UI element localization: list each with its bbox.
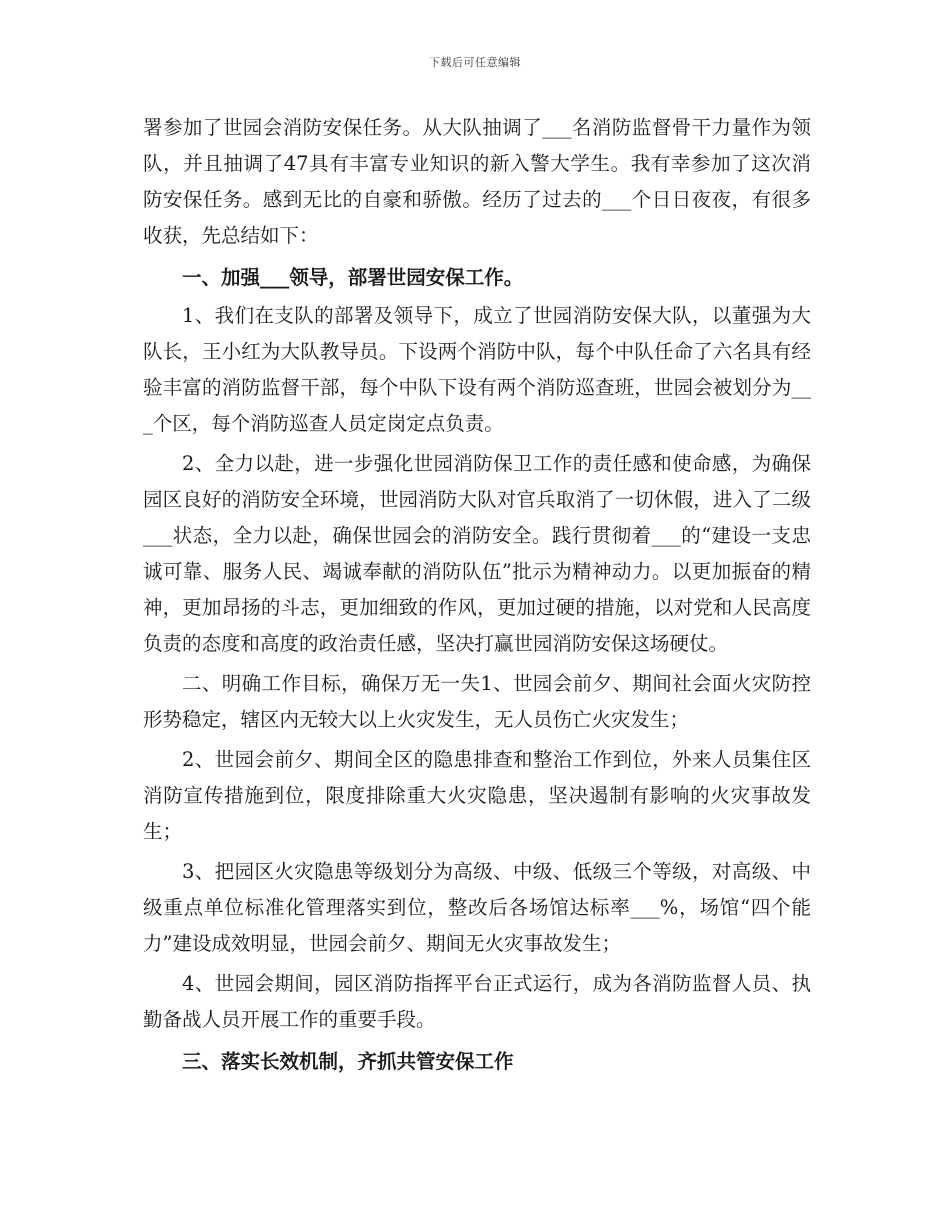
paragraph-2-4: 4、世园会期间，园区消防指挥平台正式运行，成为各消防监督人员、执勤备战人员开展工作的重要手段。 (143, 972, 811, 1031)
paragraph-1-1: 1、我们在支队的部署及领导下，成立了世园消防安保大队，以董强为大队长，王小红为大队教导员。下设两个消防中队，每个中队任命了六名具有经验丰富的消防监督干部，每个中队下设有两个消防巡查班，世园会被划分为___个区，每个消防巡查人员定岗定点负责。 (143, 304, 811, 435)
section-heading-3: 三、落实长效机制，齐抓共管安保工作 (182, 1050, 514, 1073)
document-body (143, 110, 811, 1082)
paragraph-2-3: 3、把园区火灾隐患等级划分为高级、中级、低级三个等级，对高级、中级重点单位标准化管理落实到位，整改后各场馆达标率___%，场馆“四个能力”建设成效明显，世园会前夕、期间无火灾事故发生； (143, 860, 811, 955)
paragraph-1-2: 2、全力以赴，进一步强化世园消防保卫工作的责任感和使命感，为确保园区良好的消防安全环境，世园消防大队对官兵取消了一切休假，进入了二级___状态，全力以赴，确保世园会的消防安全。践行贯彻着___的“建设一支忠诚可靠、服务人民、竭诚奉献的消防队伍”批示为精神动力。以更加振奋的精神，更加昂扬的斗志，更加细致的作风，更加过硬的措施，以对党和人民高度负责的态度和高度的政治责任感，坚决打赢世园消防安保这场硬仗。 (143, 452, 811, 655)
section-heading-1: 一、加强___领导，部署世园安保工作。 (182, 266, 524, 289)
paragraph-2-2: 2、世园会前夕、期间全区的隐患排查和整治工作到位，外来人员集住区消防宣传措施到位，限度排除重大火灾隐患，坚决遏制有影响的火灾事故发生； (143, 748, 811, 843)
page-header: 下载后可任意编辑 (429, 56, 521, 69)
paragraph-2-intro: 二、明确工作目标，确保万无一失1、世园会前夕、期间社会面火灾防控形势稳定，辖区内无较大以上火灾发生，无人员伤亡火灾发生； (143, 672, 811, 731)
paragraph-intro: 署参加了世园会消防安保任务。从大队抽调了___名消防监督骨干力量作为领队，并且抽调了47具有丰富专业知识的新入警大学生。我有幸参加了这次消防安保任务。感到无比的自豪和骄傲。经历了过去的___个日日夜夜，有很多收获，先总结如下： (143, 116, 811, 247)
